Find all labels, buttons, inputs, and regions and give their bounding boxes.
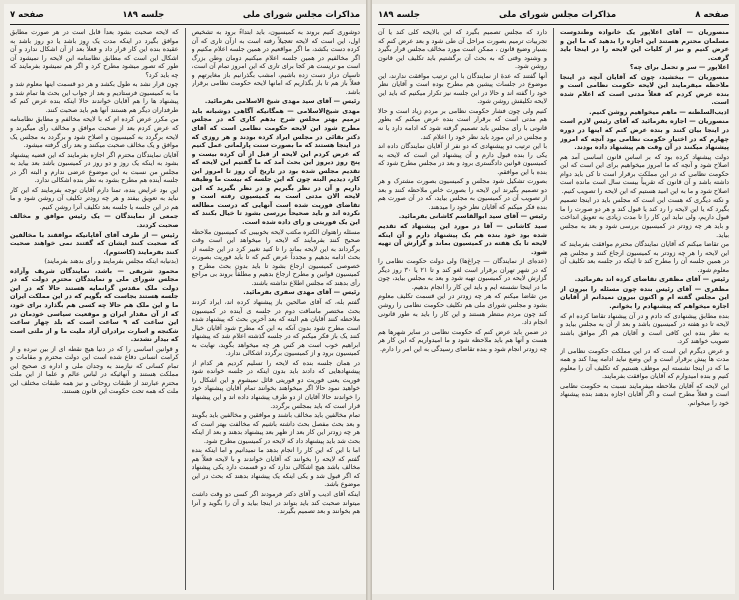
header-rule (10, 24, 360, 25)
body-paragraph: من تقاضا میکنم که هر چه زودتر در این قسمت تکلیف معلوم بشود و مجلس شورای ملی هم تکلیف حکومت نظامی را روشن کند چون مردم منتظر هستند و این کار را باید به طور قانونی انجام داد. (378, 292, 547, 327)
body-paragraph: بنده مطابق پیشنهادی که دادم و در آن پیشنهاد تقاضا کرده ام که لایحه تا دو هفته در کمیسیون باشد و بعد از آن به مجلس بیاید و به نظر بنده این کافی است و آقایان هم اگر موافق باشند تصویب خواهند کرد. (560, 311, 729, 346)
body-paragraph: دارد که مجلس تصمیم بگیرد که این بالایحه کلی کند یا آن تجربیات ترمیم بصورت مراحل آن طی شود و بعد عرض کنم که بسیار وضیع قانون ، ممکن است مورد مخالف مجلس قرار بگیرد و وشنود وقتی که به بحث آن برگشتیم باید تکلیف این قانون روشن شود. (378, 28, 547, 71)
speaker-paragraph: منصوریان — اجازه بفرمائید که آقای رئیس لازم است در اینجا بیان کنند و بنده عرض کنم که اینها در دوره چهارم که در اختیار حکومت نظامی بود آنچه که امروز پیشنهاد میکنند در آن وقت هم پیشنهاد داده بودند. (560, 117, 729, 152)
speaker-paragraph: منصوریان — ببخشید، چون که آقایان آنچه در اینجا ملاحظه میفرمایند این لایحه حکومت نظامی است و بنده عرض کردم که فعلاً مدتی است که اعلام شده است. (560, 72, 729, 107)
speaker-paragraph: محمود شریفی — باشد، نمایندگان شریف وآزاده مجلس شورای ملی و نمایندگان محترم دولت که در دولت ملک مقدس گرانمایه هستند حالا که در این جلسه هستند بجاست که بگویم که در این مملکت ایران ما و این ملک هم حالا چه کسی هم بگذارد برای خود، که از آن مقدار ایران و موقعیت سیاسی خودمان در این ساعت که ۹ ساعت است که بلد چهار ساعت شکنجه و اسارت برادران آزاد ملیت ما و از ملتی است که بیدار نشدند. (10, 266, 179, 344)
body-paragraph: اینکه آقای ادیب و آقای دکتر فرمودند اگر کسی دو وقت داشت میتواند صحبت کند باید بتواند در اینجا بیاید و آن را بگوید و آنرا هم بخوانند و بعد تصمیم بگیرند. (191, 489, 360, 516)
text-column (10, 28, 179, 590)
body-paragraph: کنیم ولی چون فشار حکومت نظامی بر مردم زیاد است و حالا هم مدتی است که برقرار است بنده عرض میکنم که بطور قانونی با رأی مجلس باید تصمیم گرفته شود که ادامه دارد یا نه و مجلس در این مورد باید نظر خود را اعلام کند. (378, 106, 547, 141)
speaker-paragraph: مظفری — آقای رئیس بنده چون مسئله را بیرون از این مجلس گفته ام و اکنون بیرون نمیدانم از آقایان اجازه میخواهم که پیشنهادم را بخوانم. (560, 284, 729, 310)
body-paragraph: این بود عرایض بنده، تمنا دارم آقایان توجه بفرمایند که این کار نباید به تعویق بیفتد و هر چه زودتر تکلیف آن روشن شود و ما هم در این جلسه یا جلسه بعد تکلیف آنرا روشن کنیم. (10, 185, 179, 211)
body-paragraph: (عده‌ای از نمایندگان — چراغ‌ها) ولی دولت حکومت نظامی را که در شهر تهران برقرار است لغو کند و تا ۲۱ یا ۳۰ روز دیگر گزارش لایحه در کمیسیون تهیه شود و بعد به مجلس بیاید، چون ما در اینجا نشسته ایم و باید این کار را انجام بدهیم. (378, 257, 547, 291)
body-paragraph: این لایحه که آقایان ملاحظه میفرمایند نسبت به حکومت نظامی است و فعلاً مطرح است و اگر آقایان اجازه بدهند بنده پیشنهاد خود را میخوانم. (560, 381, 729, 407)
left-page (4, 4, 366, 594)
speaker-paragraph: ادیب‌السلطنه — ماهم میخواهیم روشن کنیم. (589, 107, 729, 116)
right-page (372, 4, 735, 594)
body-paragraph: تمام مخالفین باید مخالف باشند و موافقین و مخالفین باید بگویند و بعد بحث مفصل بحث داشته باشیم که مخالفت بهتر است که هر چه زودتر این کار بعد از ظهر بعد پیشنهاد بدهند و بعد از اینکه بحث شد باید پیشنهاد داد که لایحه در کمیسیون مطرح شود. (191, 411, 360, 445)
speaker-paragraph: رئیس — آقای مظفری تقاضای کرده اند بفرمائید. (574, 275, 729, 284)
body-paragraph: و نکته دیگری که هست این است که مجلس باید در اینجا تصمیم بگیرد که یا این لایحه را رد کند یا قبول کند و هر دو صورت را ما قبول داریم، ولی نباید این کار را تا مدت زیادی به تعویق انداخت و باید هر چه زودتر در کمیسیون بررسی شود و بعد به مجلس بیاید. (560, 196, 729, 239)
speaker-paragraph: جمعی از نمایندگان — یک رئیس موافق و مخالف صحبت کردند. (10, 212, 179, 230)
body-paragraph: در همان جلسه بنده که لایحه را تسلیم کردیم هر کدام از پیشنهادهایی که دادند باید بدون اینکه در جلسه خوانده شود فوریت یعنی فوریت دو فوریتی قائل نمیشوم و این اشکال را خواهید نمود حالا اگر میخواهند بخوانند تمام آقایان پیشنهاد خود را خواندند حالا آقایان از دو طرف پیشنهاد داده اند و این پیشنهاد قرار است که باید بمجلس برگردد. (191, 358, 360, 410)
journal-title: مذاکرات مجلس شورای ملی (242, 10, 360, 20)
body-paragraph: با این ترتیب دو پیشنهادی که دو نفر از آقایان نمایندگان داده اند یکی را بنده قبول دارم و آن پیشنهاد این است که لایحه به کمیسیون قوانین دادگستری برود و بعد در مجلس مطرح شود که بنده با این موافقم. (378, 142, 547, 176)
body-paragraph: چون قرار نشد به طول بکشد و هر دو قسمت اینها معلوم شد و ما به کمیسیون فرستادیم و بعد از جواب این بحث ها تمام شد و پیشنهاد ها را هم آقایان خواندند حالا اینکه بنده عرض کنم که طرفداران دیگر هم هستند آنها هم باید صحبت کنند. (10, 80, 179, 114)
speaker-paragraph: رئیس — آقای سید ابوالقاسم کاشانی بفرمائید. (398, 212, 547, 221)
column-divider (185, 28, 186, 590)
body-paragraph: دوشوری کنیم بروند به کمیسیون، باید ابتداءً برود به تشخیص اول، این است که لایحه تعجیلاً رفته است به ازآن تاری که آن کرده دست بکشد، ما اگر مواقعیم در همین جلسه اعلام مکنیم و اگر مخالفیم در همین جلسه اعلام میکنیم دومان وطن بزرگ است مو تریست هر کجا برای تاری که این امروز تمام آن است، تاسیان دراز دست زده باشیم، امشب بگذرانیم باز مغایرتهم و فعلاً باز هم تا باز بگذاریم که امانها لایحه حکومت نظامی برقرار باشد. (191, 28, 360, 96)
body-paragraph: بصورت تشکیل شود مجلس و کمیسیون بصورت مشترک و هر دو تصمیم بگیرند این لایحه را بصورت خاص ملاحظه کنند و بعد از تصویب آن در کمیسیون به مجلس بیاید، که در آن صورت هم بنده فکر میکنم که آقایان نظر خود را میدهند. (378, 177, 547, 211)
text-column (560, 28, 729, 590)
body-paragraph: و قوانین اساسی را که در دنیا هیچ نقطه ای از بین نبرده و از کرامت انسانی دفاع شده است این دولت محترم و مقامات و تمام کسانی که نیازمند به وجدان ملی و اداره ی صحیح این مملکت هستند و آنهائیکه در لباس عالم و علما از این ملت محترم عبارتند از طبقات روحانی و نیز همه طبقات مختلف این ملت که همه تحت حکومت این قانون هستند. (10, 344, 179, 396)
page-number: صفحه ۸ (695, 10, 729, 20)
text-column (192, 28, 361, 590)
speaker-paragraph: رئیس — آقای مهدی سفری بفرمائید. (243, 288, 360, 297)
right-page-columns (378, 28, 729, 590)
body-paragraph: من تقاضا میکنم که آقایان نمایندگان محترم موافقت بفرمایند که این لایحه را هر چه زودتر به کمیسیون ارجاع کنند و مجلس هم در همین جلسه آن را مطرح کند تا اینکه در جلسه بعد تکلیف آن معلوم شود. (560, 240, 729, 274)
right-page-header (378, 8, 729, 22)
left-page-columns (10, 28, 360, 590)
body-paragraph: و عرض دیگرم این است که در این مملکت حکومت نظامی از مدت ها پیش برقرار است و این وضع نباید ادامه پیدا کند و همه ما که در اینجا نشسته ایم موظف هستیم که تکلیف آن را معلوم کنیم و بنده امیدوارم که آقایان موافقت بفرمایند. (560, 346, 729, 381)
body-paragraph: آنها گفتند که عدهٔ از نمایندگان با این ترتیب موافقت ندارند، این موضوع در جلسات پیشین هم مطرح بوده است و آقایان نظر خود را گفته اند و حالا در این جلسه نیز تکرار میکنیم که باید این لایحه تکلیفش روشن شود. (378, 71, 547, 106)
body-paragraph: (بدنیابه اینکه مجلس بفرمایند و رأی بدهند بفرمایند) (44, 257, 179, 266)
speaker-paragraph: اعلاپور — سر و تحمل برای چه؟ (629, 63, 729, 72)
speaker-paragraph: سید کاشانی — آقا در مورد این پیشنهاد که تقدیم شده بود خود بنده هم یک پیشنهاد دارم و آن اینکه لایحه تا یک هفته در کمیسیون بماند و گزارش آن تهیه شود. (378, 222, 547, 256)
body-paragraph: مسئله راهتوان الکتره مکتب لایحه بخوبیبی که کمیسیون ملاحظه صحیح کنند بفرمایند که لایحه را میخواهد این است وقت برگرداند به این لایحه بماند را تا کنید تغییر کرد در این جلسه از بحث ادامه بدهیم و مجدداً عرض کنم که تا باید فوریت بصورت خصوصی کمیسیون ارجاع بشود تا باید بدون بحث مطرح و کمیسیون قوانین و مطرح ارجاع بدهیم و مطلقاً بروند بی مراجع رأی بدهند که مجلس اطلاع نداشته باشند. (191, 227, 360, 287)
session-label: جلسه ۱۸۹ (378, 10, 420, 20)
body-paragraph: گفتم بله، که آقای صالحین باز پیشنهاد کرده اند، ایراد کردند بحث مختصر ماسافت دوم در جلسه ی آینده در کمیسیون ملاحظه کنند آقایان هم البته که بعد آخرین بحث که پیشنهاد شده است مطرح شود بدون آنکه به این که مطرح شود آقایان خیال کنند یک باز فکر میکنم که در جلسه گذشته اعلام شد که پیشنهاد ابراهیم خوب است هر کس هر چه میخواهد بگوید، نهایت به کمیسیون برود و از کمیسیون برگردد اشکالی ندارد. (191, 297, 360, 358)
speaker-paragraph: مهدی شیخ‌الاسلامی — همگانیکه آگاهی دوشبانه باید ترمیم بهتر مجلس شرح بدهم کاری که در مجلس مطرح شود این لایحه حکومت نظامی است که آقای دکتر بقائی در مجلس ایراد کرده بودند و هر روزی که در اینجا هستند که ما بصورت سنت پارلمانی عمل کنیم که عرض کردم این لایحه از قبل از آن کرده بیست و پنج روز دیروز این بحث آمد که ما گفتیم این لایحه که تقدیم مجلس شده بود در تاریخ آن روز تا امروز این کار، دیدیم البته چون که این جلسه که بیست ما وظیفه داریم و آن در نظر بگیریم و در نظر بگیرید که این لایحه الان مدتی است به کمیسیون رفته است و تقاضای فوریت شده است آنهایی که درست مطالعه نکرده اند و باید صحیحاً بررسی بشود تا خیال بکنند که این یک فوریتی و رای داده شده است. (191, 106, 360, 227)
speaker-paragraph: منصوریان — آقای اعلاپور یک خانواده وطندوست مسلمان محترم هستند این اجازه را بدهید که ما این و عرض کنیم و نیز از کلیات این لایحه را در اینجا باید گرفت. (560, 28, 729, 62)
speaker-paragraph: رئیس — از طرف آقای آقایانیکه موافقند با مخالفین که صحبت کنند ایشان که گفتند نمی خواهند صحبت کنند بفرمایند (کاستوم). (10, 230, 179, 256)
header-rule (378, 24, 729, 25)
text-column (378, 28, 547, 590)
column-divider (553, 28, 554, 590)
body-paragraph: آقایان نمایندگان محترم اگر اجازه بفرمایند که این قضیه پیشنهاد بشود به اینکه یک روز و دو روز در کمیسیون باشد بعد بیاید به مجلس من نسبت به این موضوع عرضی ندارم و البته اگر در جلسه آینده هم مطرح بشود به نظر بنده اشکالی ندارد. (10, 150, 179, 185)
left-page-header (10, 8, 360, 22)
body-paragraph: که لایحه صحبت بشود بعداً قابل است در هر صورت مطابق موافق بگیرد در اینکه مدت یک روز باشد یا دو روز باشد به عقیده بنده این کار قرار داد و فعلاً بعد از آن اشکال ندارد و آن اشکال این است که مطابق نظامنامه این لایحه را نمیشود آن طور که تصور میشود مطرح کرد و اگر هم نمیشود بفرمایند که چه باید کرد؟ (10, 28, 179, 79)
body-paragraph: اما با این که این کار را انجام بدهد ما نمیدانیم و اما اینکه بنده گفتم که لایحه را بخوانند که آقایان خواندند و با لایحه فعلاً هم مخالف باشد هیچ اشکالی ندارد که دو قسمت دارد یکی پیشنهاد که اگر قبول شد و یکی اینکه یک پیشنهاد بدهند که بحث در این موضوع باشد. (191, 446, 360, 489)
body-paragraph: من مکرر عرض کرده ام که با لایحه مخالفم و مطابق نظامنامه که عرض کردم بعد از صحبت موافق و مخالف رأی میگیرند و لایحه برگردد به کمیسیون و اصلاح شود و برگردد به مجلس یک موافق و یک مخالف صحبت میکنند و بعد رأی گرفته میشود. (10, 115, 179, 150)
speaker-paragraph: رئیس — آقای سید مهدی شیخ الاسلامی بفرمائید. (204, 97, 360, 106)
body-paragraph: دولت پیشنهاد کرده بود که بر اساس قانون اساسی آمد هم اصلاح شود و آنچه که ما امروز میخواهیم برای این است که این حکومت نظامی که در این مملکت برقرار است تا کی باید دوام داشته باشد و آن قانون که تقریباً بیست سال است مانده است اصلاح شود و ما به این امید هستیم که این لایحه را تصویب کنیم. (560, 152, 729, 195)
body-paragraph: در ضمن باید عرض کنم که حکومت نظامی در سایر شهرها هم هست و آنها هم باید ملاحظه شود و ما امیدواریم که این کار هر چه زودتر انجام شود و بنده تقاضای رسیدگی به این امر را دارم. (378, 327, 547, 353)
page-number: صفحه ۷ (10, 10, 44, 20)
session-label: جلسه ۱۸۹ (122, 10, 165, 20)
journal-title: مذاکرات مجلس شورای ملی (499, 10, 617, 20)
